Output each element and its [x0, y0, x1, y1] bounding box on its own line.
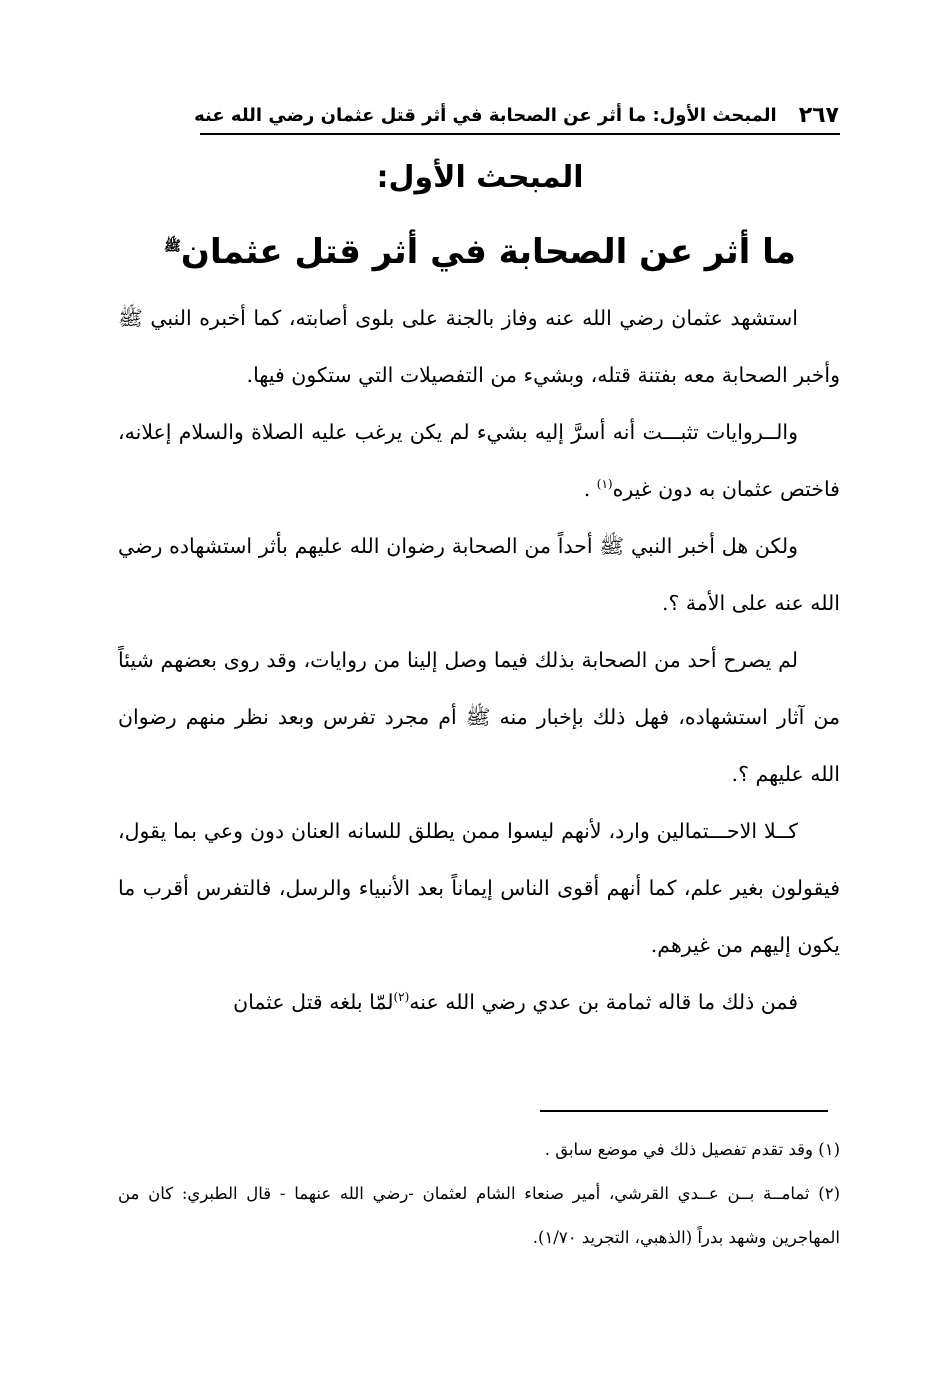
paragraph-text: ولكن هل أخبر النبي ﷺ أحداً من الصحابة رضوان الله عليهم بأثر استشهاده رضي الله عنه على الأمة ؟. [118, 534, 840, 615]
body-text [118, 290, 840, 1031]
section-title-text: ما أثر عن الصحابة في أثر قتل عثمان [180, 232, 796, 272]
footnote-ref[interactable]: (١) [596, 477, 613, 492]
paragraph-tail: . [583, 477, 597, 501]
paragraph-text: والــروايات تثبـــت أنه أسرَّ إليه بشيء لم يكن يرغب عليه الصلاة والسلام إعلانه، فاختص عثمان به دون غيره [118, 420, 840, 501]
paragraph [118, 290, 840, 404]
paragraph [118, 404, 840, 518]
footnote-item: (٢) ثمامــة بــن عــدي القرشي، أمير صنعاء الشام لعثمان -رضي الله عنهما - قال الطبري: كان من المهاجرين وشهد بدراً (الذهبي، التجريد ١/٧٠). [118, 1184, 840, 1247]
paragraph [118, 974, 840, 1031]
footnotes [118, 1128, 840, 1260]
running-title: المبحث الأول: ما أثر عن الصحابة في أثر قتل عثمان رضي الله عنه [194, 104, 777, 126]
paragraph [118, 518, 840, 632]
paragraph-text: استشهد عثمان رضي الله عنه وفاز بالجنة على بلوى أصابته، كما أخبره النبي ﷺ وأخبر الصحابة معه بفتنة قتله، وبشيء من التفصيلات التي ستكون فيها. [118, 306, 840, 387]
footnote-separator [540, 1110, 828, 1112]
paragraph-text: لم يصرح أحد من الصحابة بذلك فيما وصل إلينا من روايات، وقد روى بعضهم شيئاً من آثار استشهاده، فهل ذلك بإخبار منه ﷺ أم مجرد تفرس وبعد نظر منهم رضوان الله عليهم ؟. [118, 648, 840, 786]
paragraph-text: كــلا الاحـــتمالين وارد، لأنهم ليسوا ممن يطلق للسانه العنان دون وعي بما يقول، فيقولون بغير علم، كما أنهم أقوى الناس إيماناً بعد الأنبياء والرسل، فالتفرس أقرب ما يكون إليهم من غيرهم. [118, 819, 840, 957]
honorific-mark: ﷺ [164, 238, 181, 255]
footnote-item: (١) وقد تقدم تفصيل ذلك في موضع سابق . [544, 1140, 840, 1159]
section-label: المبحث الأول: [376, 160, 584, 195]
paragraph-text: فمن ذلك ما قاله ثمامة بن عدي رضي الله عنه [409, 990, 798, 1014]
page-number: ٢٦٧ [798, 102, 839, 128]
section-title [120, 232, 840, 272]
paragraph-tail: لمّا بلغه قتل عثمان [233, 990, 394, 1014]
running-header [194, 98, 839, 132]
paragraph [118, 632, 840, 803]
footnote-ref[interactable]: (٢) [393, 990, 410, 1005]
header-rule [200, 133, 840, 135]
paragraph [118, 803, 840, 974]
